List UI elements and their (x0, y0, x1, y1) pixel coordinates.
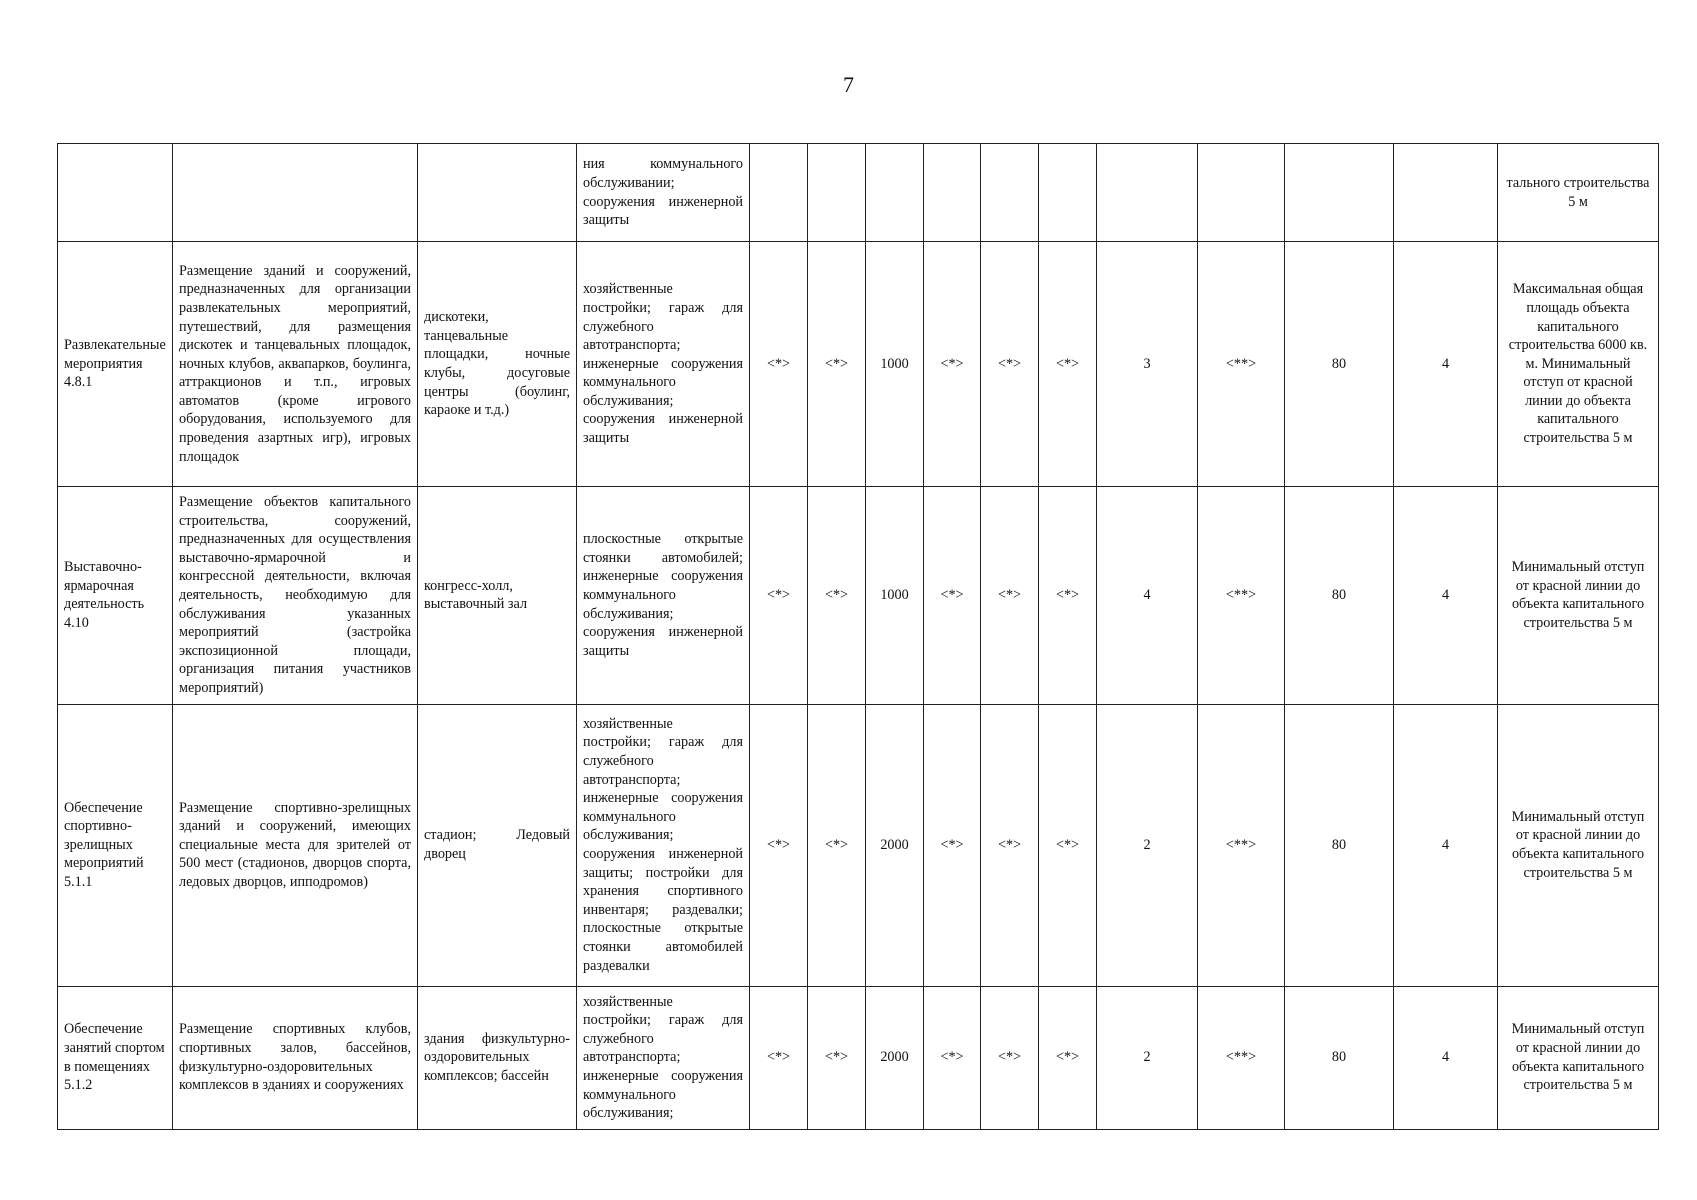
param-cell: 2 (1097, 986, 1198, 1129)
notes-cell: Минимальный отступ от красной линии до объекта капитального строительства 5 м (1498, 986, 1659, 1129)
param-cell: <*> (1039, 487, 1097, 705)
param-cell: 1000 (866, 487, 924, 705)
use-description-cell: Размещение зданий и сооружений, предназначенных для организации развлекательных мероприятий, путешествий, для размещения дискотек и танцевальных площадок, ночных клубов, аквапарков, боулинга, аттракционов и т.п., игровых автоматов (кроме игрового оборудования, используемого для проведения азартных игр), игровых площадок (173, 242, 418, 487)
param-cell: <*> (1039, 986, 1097, 1129)
param-cell (1285, 144, 1394, 242)
param-cell: <*> (808, 242, 866, 487)
use-examples-cell (418, 144, 577, 242)
table-row (58, 704, 1659, 986)
param-cell: 80 (1285, 704, 1394, 986)
notes-cell: Минимальный отступ от красной линии до объекта капитального строительства 5 м (1498, 704, 1659, 986)
param-cell: 4 (1394, 242, 1498, 487)
use-description-cell: Размещение спортивно-зрелищных зданий и сооружений, имеющих специальные места для зрителей от 500 мест (стадионов, дворцов спорта, ледовых дворцов, ипподромов) (173, 704, 418, 986)
use-examples-cell: стадион; Ледовый дворец (418, 704, 577, 986)
use-name-cell: Обеспечение занятий спортом в помещениях 5.1.2 (58, 986, 173, 1129)
use-description-cell (173, 144, 418, 242)
param-cell: <*> (924, 704, 981, 986)
param-cell: <*> (981, 487, 1039, 705)
param-cell: <*> (924, 487, 981, 705)
param-cell: 80 (1285, 242, 1394, 487)
use-name-cell: Выставочно-ярмарочная деятельность 4.10 (58, 487, 173, 705)
param-cell (866, 144, 924, 242)
param-cell: 4 (1394, 487, 1498, 705)
page-number: 7 (843, 72, 854, 97)
param-cell: <*> (750, 242, 808, 487)
param-cell: 4 (1097, 487, 1198, 705)
param-cell (1039, 144, 1097, 242)
param-cell: <*> (750, 986, 808, 1129)
auxiliary-uses-cell: хозяйственные постройки; гараж для служебного автотранспорта; инженерные сооружения коммунального обслуживания; сооружения инженерной защиты (577, 242, 750, 487)
use-examples-cell: конгресс-холл, выставочный зал (418, 487, 577, 705)
param-cell: <**> (1198, 704, 1285, 986)
param-cell (924, 144, 981, 242)
param-cell: <**> (1198, 487, 1285, 705)
use-description-cell: Размещение объектов капитального строительства, сооружений, предназначенных для осуществления выставочно-ярмарочной и конгрессной деятельности, включая деятельность, необходимую для обслуживания указанных мероприятий (застройка экспозиционной площади, организация питания участников мероприятий) (173, 487, 418, 705)
use-name-cell (58, 144, 173, 242)
use-examples-cell: здания физкультурно-оздоровительных комплексов; бассейн (418, 986, 577, 1129)
notes-cell: Минимальный отступ от красной линии до объекта капитального строительства 5 м (1498, 487, 1659, 705)
use-name-cell: Развлекательные мероприятия 4.8.1 (58, 242, 173, 487)
param-cell: <*> (808, 986, 866, 1129)
param-cell: <*> (808, 487, 866, 705)
auxiliary-uses-cell: хозяйственные постройки; гараж для служебного автотранспорта; инженерные сооружения коммунального обслуживания; сооружения инженерной защиты; постройки для хранения спортивного инвентаря; раздевалки; плоскостные открытые стоянки автомобилей раздевалки (577, 704, 750, 986)
param-cell: 2000 (866, 986, 924, 1129)
param-cell: <*> (1039, 242, 1097, 487)
param-cell: <*> (924, 242, 981, 487)
table-row (58, 144, 1659, 242)
use-name-cell: Обеспечение спортивно-зрелищных мероприятий 5.1.1 (58, 704, 173, 986)
table-row (58, 487, 1659, 705)
notes-cell: тального строительства 5 м (1498, 144, 1659, 242)
param-cell: <*> (981, 242, 1039, 487)
param-cell: <*> (924, 986, 981, 1129)
param-cell (1097, 144, 1198, 242)
use-examples-cell: дискотеки, танцевальные площадки, ночные клубы, досуговые центры (боулинг, караоке и т.д.) (418, 242, 577, 487)
param-cell (1394, 144, 1498, 242)
param-cell: 4 (1394, 986, 1498, 1129)
param-cell: <*> (808, 704, 866, 986)
auxiliary-uses-cell: плоскостные открытые стоянки автомобилей; инженерные сооружения коммунального обслуживания; сооружения инженерной защиты (577, 487, 750, 705)
table-row (58, 986, 1659, 1129)
param-cell (1198, 144, 1285, 242)
param-cell (808, 144, 866, 242)
param-cell: 3 (1097, 242, 1198, 487)
param-cell: <*> (750, 704, 808, 986)
param-cell: <*> (981, 704, 1039, 986)
param-cell: 2000 (866, 704, 924, 986)
param-cell: 4 (1394, 704, 1498, 986)
param-cell: <*> (1039, 704, 1097, 986)
param-cell: <**> (1198, 986, 1285, 1129)
param-cell: <*> (750, 487, 808, 705)
auxiliary-uses-cell: ния коммунального обслуживании; сооружения инженерной защиты (577, 144, 750, 242)
param-cell: <*> (981, 986, 1039, 1129)
land-use-table (57, 143, 1659, 1130)
param-cell (750, 144, 808, 242)
param-cell: 80 (1285, 487, 1394, 705)
param-cell: 1000 (866, 242, 924, 487)
use-description-cell: Размещение спортивных клубов, спортивных залов, бассейнов, физкультурно-оздоровительных комплексов в зданиях и сооружениях (173, 986, 418, 1129)
table-row (58, 242, 1659, 487)
notes-cell: Максимальная общая площадь объекта капитального строительства 6000 кв. м. Минимальный отступ от красной линии до объекта капитального строительства 5 м (1498, 242, 1659, 487)
param-cell (981, 144, 1039, 242)
param-cell: 2 (1097, 704, 1198, 986)
auxiliary-uses-cell: хозяйственные постройки; гараж для служебного автотранспорта; инженерные сооружения коммунального обслуживания; (577, 986, 750, 1129)
param-cell: 80 (1285, 986, 1394, 1129)
param-cell: <**> (1198, 242, 1285, 487)
